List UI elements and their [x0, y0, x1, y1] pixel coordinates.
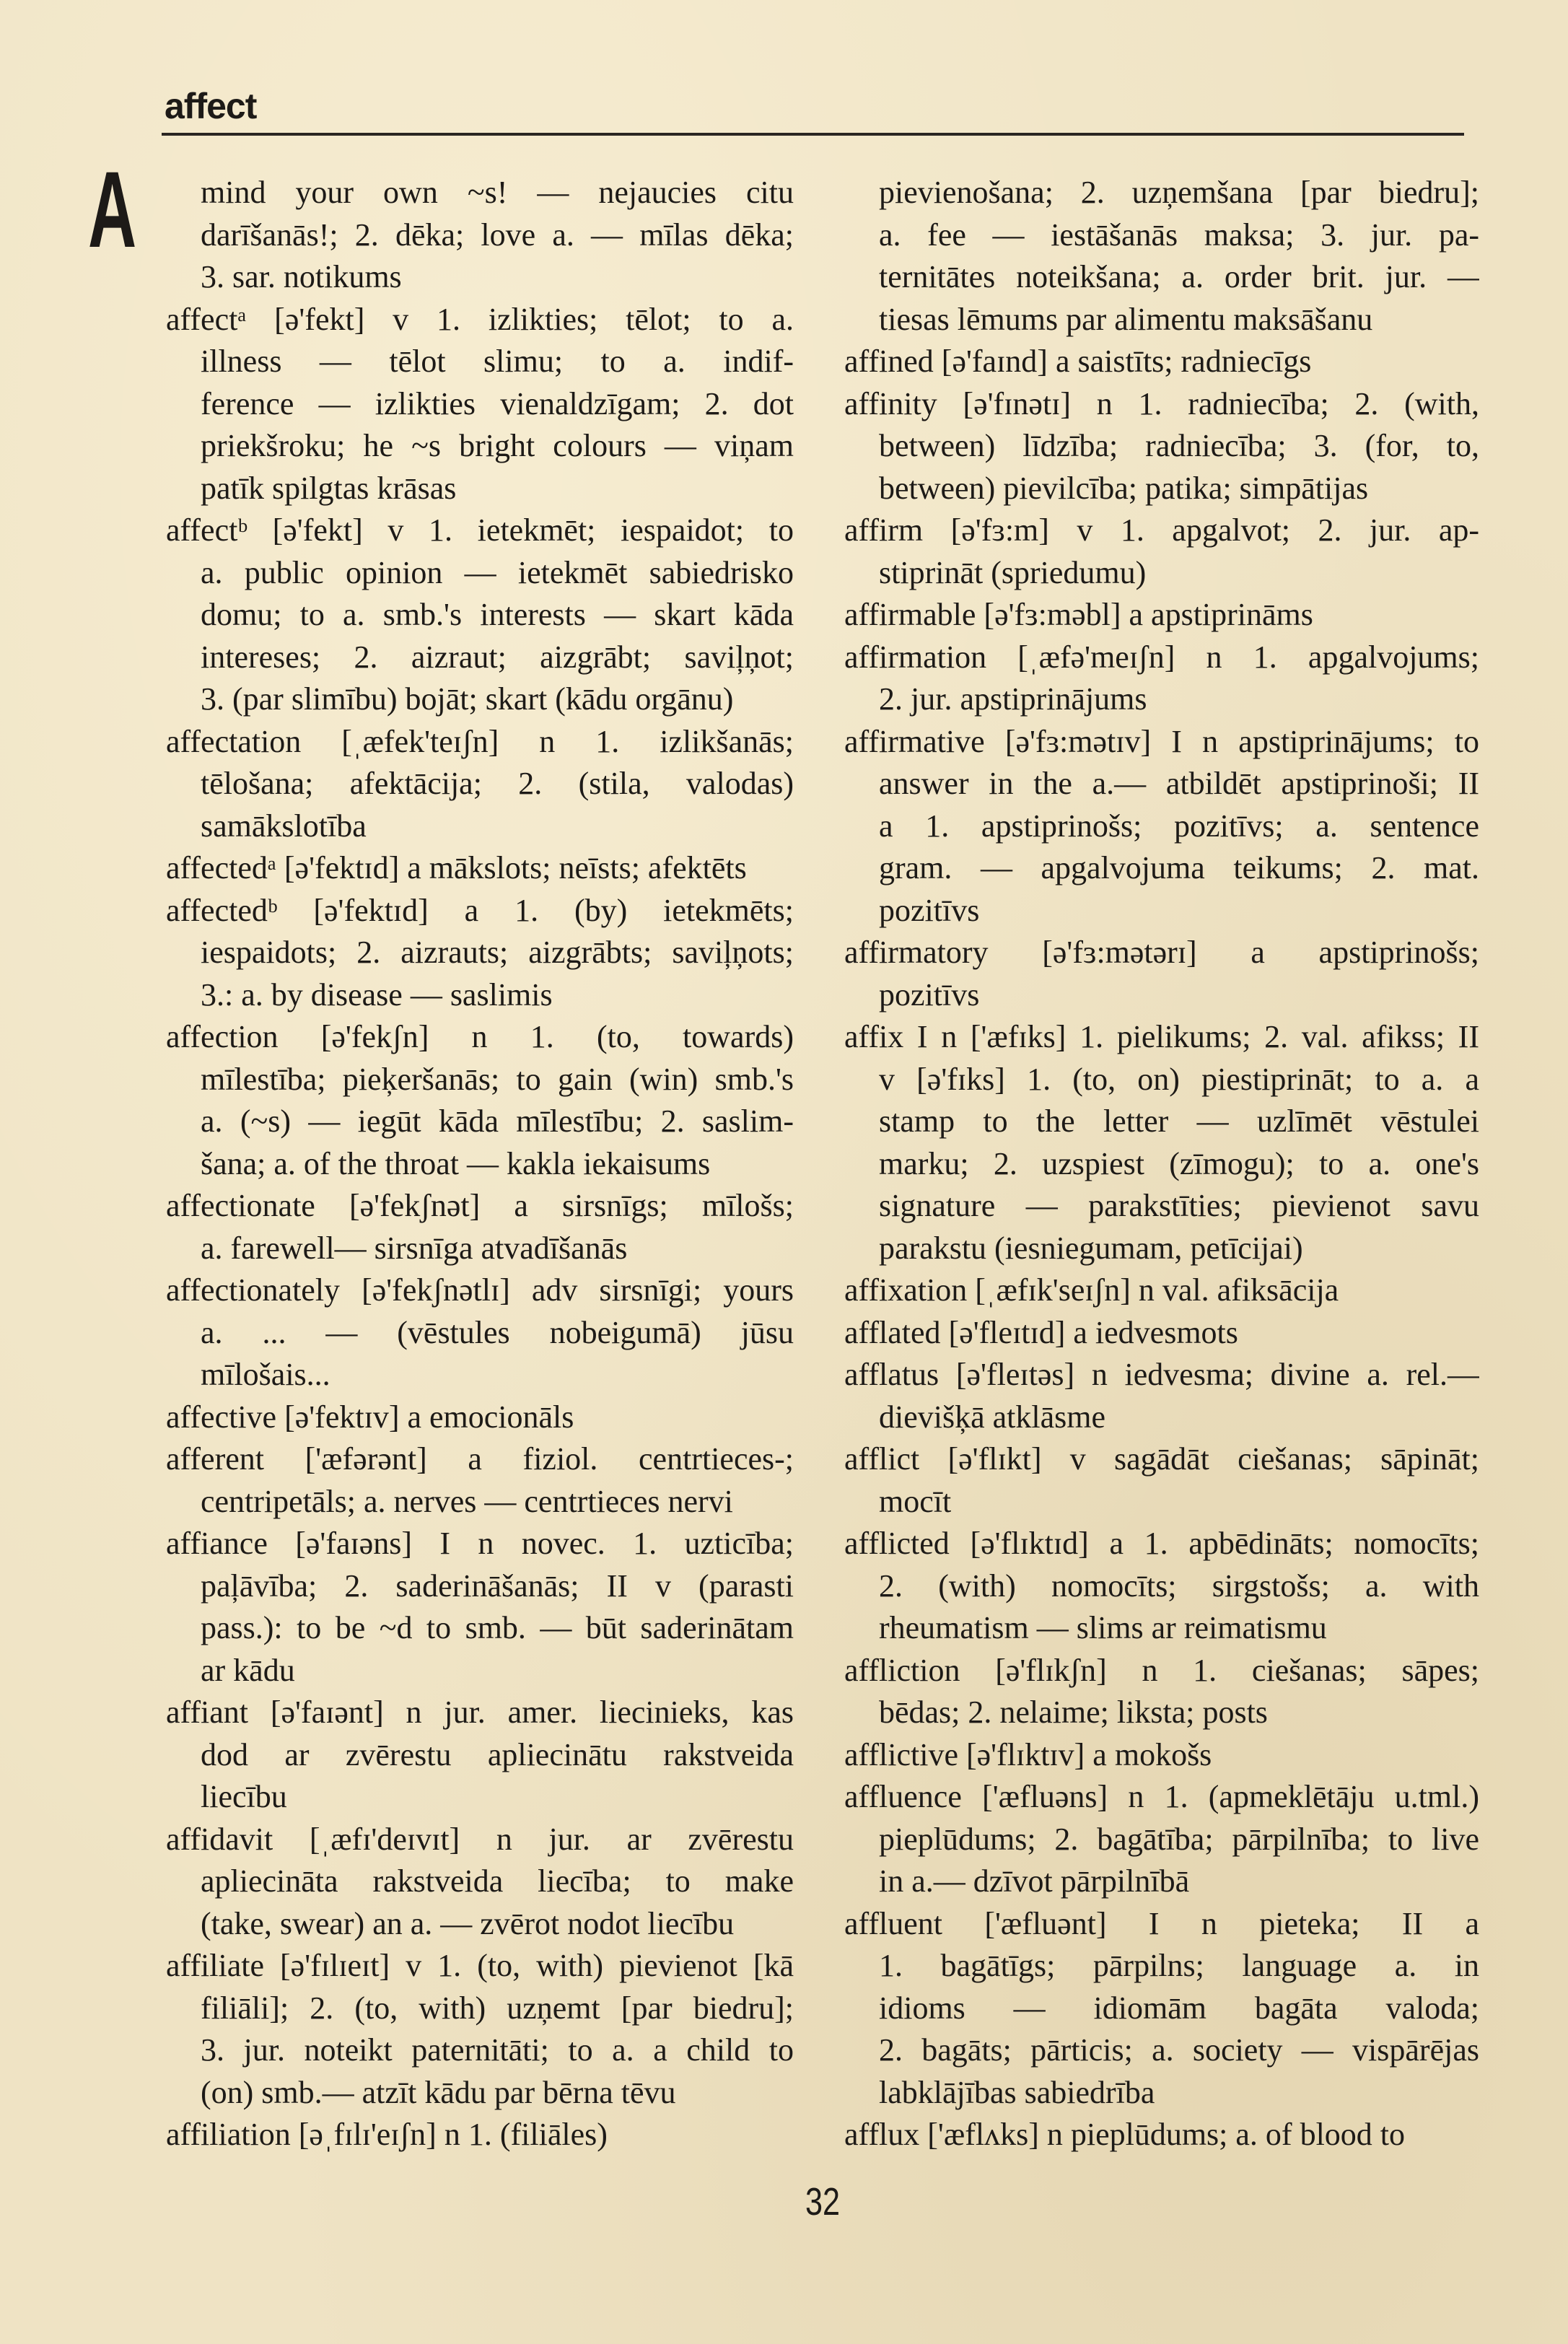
dictionary-line: pievienošana; 2. uzņemšana [par biedru]; [879, 175, 1479, 210]
dictionary-line: (on) smb.— atzīt kādu par bērna tēvu [201, 2074, 676, 2110]
dictionary-line: idioms — idiomām bagāta valoda; [879, 1990, 1479, 2026]
dictionary-line: 1. bagātīgs; pārpilns; language a. in [879, 1948, 1479, 1983]
left-column [166, 172, 794, 2156]
dictionary-line: bēdas; 2. nelaime; liksta; posts [879, 1694, 1268, 1730]
dictionary-line: affectionate [ə'fekʃnət] a sirsnīgs; mīlošs; [166, 1188, 794, 1223]
dictionary-line: ternitātes noteikšana; a. order brit. jur. — [879, 259, 1479, 294]
dictionary-line: affiliate [ə'fɪlɪeɪt] v 1. (to, with) pievienot [kā [166, 1948, 794, 1983]
dictionary-line: v [ə'fɪks] 1. (to, on) piestiprināt; to a. a [879, 1061, 1479, 1097]
dictionary-line: centripetāls; a. nerves — centrtieces nervi [201, 1483, 733, 1519]
dictionary-line: affectᵇ [ə'fekt] v 1. ietekmēt; iespaidot; to [166, 512, 794, 548]
dictionary-line: mocīt [879, 1483, 952, 1519]
dictionary-line: affiance [ə'faɪəns] I n novec. 1. uzticība; [166, 1526, 794, 1561]
dictionary-line: affined [ə'faɪnd] a saistīts; radniecīgs [844, 344, 1312, 379]
dictionary-line: dod ar zvērestu apliecinātu rakstveida [201, 1736, 794, 1772]
dictionary-line: affirmable [ə'fɜ:məbl] a apstiprināms [844, 597, 1313, 632]
header-rule [162, 133, 1464, 136]
dictionary-line: marku; 2. uzspiest (zīmogu); to a. one's [879, 1145, 1479, 1181]
dictionary-line: affluent ['æfluənt] I n pieteka; II a [844, 1905, 1479, 1941]
dictionary-line: affirmatory [ə'fɜ:mətərɪ] a apstiprinošs; [844, 935, 1479, 970]
dictionary-line: liecību [201, 1779, 287, 1814]
dictionary-line: samākslotība [201, 808, 367, 844]
dictionary-line: gram. — apgalvojuma teikums; 2. mat. [879, 850, 1479, 885]
dictionary-line: affluence ['æfluəns] n 1. (apmeklētāju u.tml.) [844, 1779, 1479, 1814]
dictionary-line: stamp to the letter — uzlīmēt vēstulei [879, 1103, 1479, 1139]
dictionary-line: afflict [ə'flɪkt] v sagādāt ciešanas; sāpināt; [844, 1441, 1479, 1477]
dictionary-line: 2. jur. apstiprinājums [879, 681, 1147, 717]
dictionary-line: 3. jur. noteikt paternitāti; to a. a child to [201, 2032, 794, 2068]
dictionary-line: a 1. apstiprinošs; pozitīvs; a. sentence [879, 808, 1479, 844]
dictionary-line: stiprināt (spriedumu) [879, 554, 1147, 590]
dictionary-line: apliecināta rakstveida liecība; to make [201, 1863, 794, 1899]
dictionary-line: parakstu (iesniegumam, petīcijai) [879, 1230, 1303, 1266]
dictionary-line: intereses; 2. aizraut; aizgrābt; saviļņot; [201, 639, 794, 675]
dictionary-line: tēlošana; afektācija; 2. (stila, valodas) [201, 766, 794, 801]
dictionary-line: afflatus [ə'fleɪtəs] n iedvesma; divine a. rel.— [844, 1357, 1479, 1392]
dictionary-line: affective [ə'fektɪv] a emocionāls [166, 1399, 574, 1435]
dictionary-line: domu; to a. smb.'s interests — skart kāda [201, 597, 794, 632]
dictionary-line: a. fee — iestāšanās maksa; 3. jur. pa- [879, 217, 1479, 253]
dictionary-line: affirmative [ə'fɜ:mətɪv] I n apstiprinājums; to [844, 723, 1479, 759]
dictionary-line: afflicted [ə'flɪktɪd] a 1. apbēdināts; nomocīts; [844, 1526, 1479, 1561]
dictionary-line: affix I n ['æfɪks] 1. pielikums; 2. val. afikss; II [844, 1019, 1479, 1054]
section-letter: A [88, 149, 137, 270]
dictionary-line: ar kādu [201, 1652, 295, 1688]
dictionary-line: affectᵃ [ə'fekt] v 1. izlikties; tēlot; to a. [166, 301, 794, 337]
dictionary-line: affinity [ə'fɪnətɪ] n 1. radniecība; 2. (with, [844, 385, 1479, 421]
dictionary-line: a. farewell— sirsnīga atvadīšanās [201, 1230, 628, 1266]
dictionary-line: darīšanās!; 2. dēka; love a. — mīlas dēka; [201, 217, 794, 253]
running-head: affect [165, 86, 257, 126]
dictionary-line: filiāli]; 2. (to, with) uzņemt [par biedru]; [201, 1990, 794, 2026]
dictionary-line: 2. (with) nomocīts; sirgstošs; a. with [879, 1567, 1479, 1604]
dictionary-line: affidavit [ˌæfɪ'deɪvɪt] n jur. ar zvērestu [166, 1821, 794, 1857]
dictionary-line: afflux ['æflʌks] n pieplūdums; a. of blood to [844, 2117, 1406, 2152]
dictionary-line: affirm [ə'fɜ:m] v 1. apgalvot; 2. jur. ap- [844, 512, 1479, 548]
dictionary-line: 3. (par slimību) bojāt; skart (kādu orgānu) [201, 681, 734, 717]
dictionary-line: affirmation [ˌæfə'meɪʃn] n 1. apgalvojums; [844, 639, 1479, 675]
dictionary-line: dievišķā atklāsme [879, 1399, 1106, 1435]
dictionary-line: pass.): to be ~d to smb. — būt saderinātam [201, 1610, 794, 1645]
dictionary-line: patīk spilgtas krāsas [201, 470, 457, 506]
dictionary-line: illness — tēlot slimu; to a. indif- [201, 344, 794, 379]
dictionary-line: affliction [ə'flɪkʃn] n 1. ciešanas; sāpes; [844, 1652, 1479, 1688]
dictionary-line: paļāvība; 2. saderināšanās; II v (parasti [201, 1567, 794, 1604]
dictionary-line: afflictive [ə'flɪktɪv] a mokošs [844, 1736, 1212, 1772]
dictionary-line: a. ... — (vēstules nobeigumā) jūsu [201, 1314, 794, 1350]
dictionary-line: between) pievilcība; patika; simpātijas [879, 470, 1369, 506]
dictionary-line: affectionately [ə'fekʃnətlɪ] adv sirsnīgi; yours [166, 1272, 794, 1308]
dictionary-line: affiliation [əˌfɪlɪ'eɪʃn] n 1. (filiāles) [166, 2117, 608, 2152]
dictionary-line: 3. sar. notikums [201, 259, 402, 294]
dictionary-line: affectation [ˌæfek'teɪʃn] n 1. izlikšanās; [166, 723, 794, 759]
dictionary-line: 3.: a. by disease — saslimis [201, 976, 553, 1013]
dictionary-line: affectedᵃ [ə'fektɪd] a mākslots; neīsts; afektēts [166, 850, 747, 885]
dictionary-line: a. (~s) — iegūt kāda mīlestību; 2. saslim- [201, 1103, 794, 1139]
dictionary-line: affectedᵇ [ə'fektɪd] a 1. (by) ietekmēts; [166, 892, 794, 928]
dictionary-line: afferent ['æfərənt] a fiziol. centrtieces-; [166, 1441, 794, 1477]
dictionary-line: between) līdzība; radniecība; 3. (for, to, [879, 428, 1479, 463]
dictionary-line: rheumatism — slims ar reimatismu [879, 1610, 1327, 1645]
dictionary-line: answer in the a.— atbildēt apstiprinoši; II [879, 766, 1479, 801]
dictionary-line: iespaidots; 2. aizrauts; aizgrābts; saviļņots; [201, 935, 794, 970]
dictionary-line: afflated [ə'fleɪtɪd] a iedvesmots [844, 1314, 1238, 1350]
dictionary-line: affection [ə'fekʃn] n 1. (to, towards) [166, 1019, 794, 1054]
dictionary-line: signature — parakstīties; pievienot savu [879, 1188, 1479, 1223]
dictionary-line: 2. bagāts; pārticis; a. society — vispārējas [879, 2032, 1479, 2068]
dictionary-line: ference — izlikties vienaldzīgam; 2. dot [201, 385, 794, 421]
dictionary-line: mīlošais... [201, 1357, 330, 1392]
dictionary-line: pozitīvs [879, 892, 980, 928]
dictionary-line: mind your own ~s! — nejaucies citu [201, 175, 794, 210]
page-number: 32 [805, 2180, 841, 2223]
dictionary-line: labklājības sabiedrība [879, 2074, 1155, 2110]
dictionary-line: priekšroku; he ~s bright colours — viņam [201, 428, 794, 463]
dictionary-line: affiant [ə'faɪənt] n jur. amer. liecinieks, kas [166, 1694, 794, 1730]
dictionary-line: affixation [ˌæfɪk'seɪʃn] n val. afiksācija [844, 1272, 1339, 1308]
dictionary-line: šana; a. of the throat — kakla iekaisums [201, 1145, 711, 1181]
dictionary-line: pieplūdums; 2. bagātība; pārpilnība; to live [879, 1821, 1479, 1857]
dictionary-line: mīlestība; pieķeršanās; to gain (win) smb.'s [201, 1061, 794, 1097]
dictionary-line: a. public opinion — ietekmēt sabiedrisko [201, 554, 794, 590]
dictionary-line: (take, swear) an a. — zvērot nodot liecību [201, 1905, 735, 1941]
right-column [844, 172, 1479, 2156]
dictionary-line: tiesas lēmums par alimentu maksāšanu [879, 301, 1373, 337]
dictionary-line: pozitīvs [879, 976, 980, 1013]
dictionary-line: in a.— dzīvot pārpilnībā [879, 1863, 1190, 1899]
